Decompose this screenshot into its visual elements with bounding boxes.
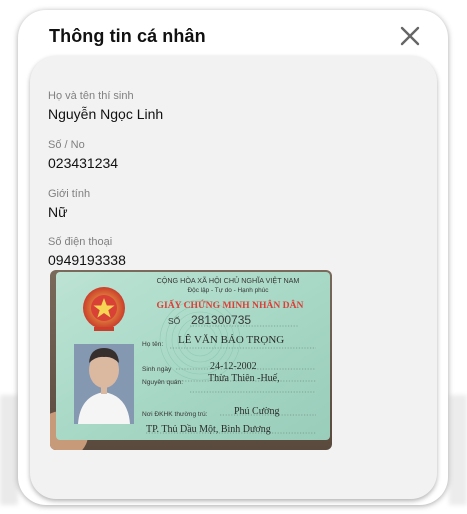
backdrop-left <box>0 395 18 505</box>
field-name-value: Nguyễn Ngọc Linh <box>48 106 164 122</box>
id-card-image <box>50 270 332 450</box>
id-hometown-label: Nguyên quán: <box>142 379 184 386</box>
id-number-value: 281300735 <box>191 313 252 327</box>
modal-header <box>18 10 448 58</box>
field-number-label: Số / No <box>48 139 85 151</box>
field-number <box>48 139 118 172</box>
id-name-label: Họ tên: <box>142 341 164 348</box>
id-residence-label: Nơi ĐKHK thường trú: <box>142 411 208 418</box>
info-card <box>30 56 437 499</box>
id-name-value: LÊ VĂN BẢO TRỌNG <box>178 334 285 346</box>
id-dob-label: Sinh ngày <box>142 366 172 373</box>
field-gender <box>48 188 90 221</box>
field-gender-label: Giới tính <box>48 188 91 200</box>
personal-info-modal <box>18 10 448 505</box>
close-icon <box>398 24 422 48</box>
id-residence-value: Phú Cường <box>234 406 280 417</box>
id-hometown-value: Thừa Thiên -Huế, <box>208 373 280 384</box>
field-phone-value: 0949193338 <box>48 252 126 268</box>
field-name <box>48 90 163 123</box>
id-number-label: SỐ <box>168 316 181 326</box>
field-number-value: 023431234 <box>48 155 119 171</box>
backdrop-right <box>449 395 467 505</box>
field-phone-label: Số điện thoại <box>48 236 113 248</box>
field-name-label: Họ và tên thí sinh <box>48 90 134 102</box>
glare-overlay <box>56 272 330 440</box>
id-card-title: GIẤY CHỨNG MINH NHÂN DÂN <box>156 300 304 311</box>
close-button[interactable] <box>398 24 422 48</box>
field-gender-value: Nữ <box>48 204 68 220</box>
id-dob-value: 24-12-2002 <box>210 361 257 372</box>
id-residence-value2: TP. Thủ Dầu Một, Bình Dương <box>146 424 271 435</box>
id-card-photo <box>50 270 332 450</box>
field-phone <box>48 236 126 269</box>
id-header-line1: CỘNG HÒA XÃ HỘI CHỦ NGHĨA VIỆT NAM <box>156 276 300 285</box>
id-header-line2: Độc lập - Tự do - Hạnh phúc <box>187 287 269 294</box>
modal-title: Thông tin cá nhân <box>49 26 206 46</box>
